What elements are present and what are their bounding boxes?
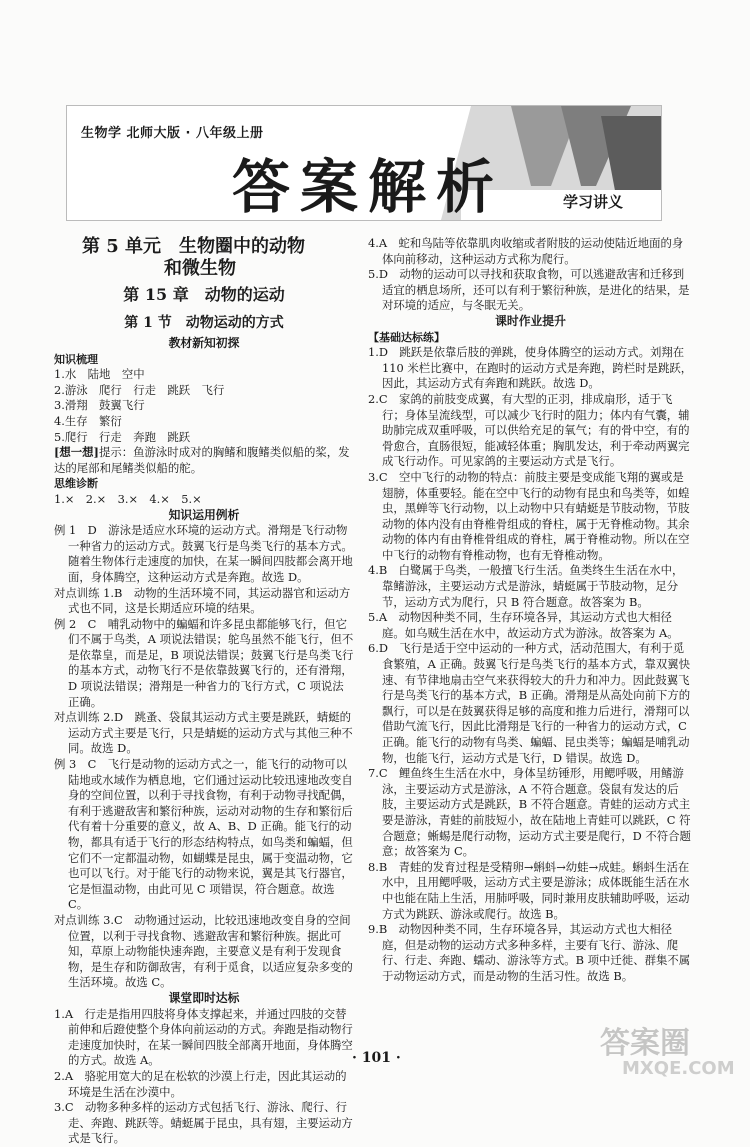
block-title-homework: 课时作业提升: [495, 313, 566, 328]
header-banner: [66, 105, 662, 221]
answer-paragraph: 7.C 鲤鱼终生生活在水中，身体呈纺锤形，用鳃呼吸，用鳍游泳，主要运动方式是游泳，A 不符合题意。袋鼠有发达的后肢，主要运动方式是跳跃，B 不符合题意。青蛙的运动方式主要是游泳，青蛙的前肢短小，故在陆地上青蛙可以跳跃，C 符合题意；蜥蜴是爬行动物，运动方式主要是爬行，D 不符合题意；故答案为 C。: [368, 766, 691, 859]
basic-practice-label: 【基础达标练】: [368, 330, 445, 344]
left-column: [54, 236, 354, 1147]
answer-paragraph: 对点训练 2.D 跳蚤、袋鼠其运动方式主要是跳跃，蜻蜓的运动方式主要是飞行，只是蜻蜓的运动方式与其他三种不同。故选 D。: [54, 710, 353, 756]
answer-paragraph: 例 3 C 飞行是动物的运动方式之一，能飞行的动物可以陆地或水域作为栖息地，它们通过运动比较迅速地改变自身的空间位置，以利于寻找食物，有利于动物寻找配偶，有利于逃避敌害和繁衍种族，运动对动物的生存和繁衍后代有着十分重要的意义，故 A、B、D 正确。能飞行的动物，都具有适于飞行的形态结构特点，如鸟类和蝙蝠，但它们不一定都温动物，如蝴蝶是昆虫，属于变温动物，它也可以飞行。对于能飞行的动物来说，翼是其飞行器官，它是恒温动物，由此可见 C 项错误，符合题意。故选 C。: [54, 757, 353, 912]
answer-paragraph: 3.C 动物多种多样的运动方式包括飞行、游泳、爬行、行走、奔跑、跳跃等。蜻蜓属于昆虫，具有翅，主要运动方式是飞行。: [54, 1100, 353, 1146]
answer-paragraph: 4.B 白鹭属于鸟类，一般擅飞行生活。鱼类终生生活在水中，靠鳍游泳，主要运动方式是游泳，蜻蜓属于节肢动物，足分节，运动方式为爬行，只 B 符合题意。故答案为 B。: [368, 563, 684, 609]
knowledge-item: 3.滑翔 鼓翼飞行: [54, 398, 145, 413]
answer-paragraph: 2.C 家鸽的前肢变成翼，有大型的正羽，排成扇形，适于飞行；身体呈流线型，可以减少飞行时的阻力；体内有气囊，辅助肺完成双重呼吸，可以供给充足的氧气；有的骨中空，有的骨愈合，直肠很短，能减轻体重；胸肌发达，利于牵动两翼完成飞行动作。可见家鸽的主要运动方式是飞行。: [368, 391, 690, 469]
knowledge-item: 1.水 陆地 空中: [54, 367, 145, 382]
answer-paragraph: 5.D 动物的运动可以寻找和获取食物，可以逃避敌害和迁移到适宜的栖息场所，还可以有利于繁衍种族，是进化的结果，是对环境的适应，与冬眠无关。: [368, 267, 690, 313]
chapter-heading: 第 15 章 动物的运动: [123, 285, 285, 304]
watermark-logo: [600, 1018, 735, 1080]
answer-paragraph: 1.A 行走是指用四肢将身体支撑起来，并通过四肢的交替前伸和后蹬使整个身体向前运动的方式。奔跑是指动物行走速度加快时，在某一瞬间四肢全部离开地面，身体腾空的方式。故选 A。: [54, 1006, 353, 1068]
section-heading: 第 1 节 动物运动的方式: [124, 315, 284, 331]
watermark-line2: MXQE.COM: [622, 1058, 735, 1079]
knowledge-item: 4.生存 繁衍: [54, 413, 122, 428]
think-text: 提示：鱼游泳时成对的胸鳍和腹鳍类似船的桨，发达的尾部和尾鳍类似船的舵。: [54, 445, 350, 475]
answer-paragraph: 2.A 骆驼用宽大的足在松软的沙漠上行走，因此其运动的环境是生活在沙漠中。: [54, 1068, 347, 1099]
right-column: [368, 236, 693, 985]
answer-paragraph: 例 2 C 哺乳动物中的蝙蝠和许多昆虫都能够飞行，但它们不属于鸟类，A 项说法错误；鸵鸟虽然不能飞行，但不是依靠皇，而是足，B 项说法错误；鼓翼飞行是鸟类飞行的基本方式，动物飞行不是依靠鼓翼飞行的，还有滑翔，D 项说法错误；滑翔是一种省力的飞行方式，C 项说法正确。: [54, 616, 354, 709]
unit-heading-line2: 和微生物: [164, 258, 236, 279]
answer-paragraph: 8.B 青蛙的发育过程是受精卵→蝌蚪→幼蛙→成蛙。蝌蚪生活在水中，且用鳃呼吸，运动方式主要是游泳；成体既能生活在水中也能在陆上生活，用肺呼吸，同时兼用皮肤辅助呼吸，运动方式为跳跃、游泳或爬行。故选 B。: [368, 859, 690, 921]
answer-paragraph: 1.D 跳跃是依靠后肢的弹跳，使身体腾空的运动方式。刘翔在 110 米栏比赛中，在跑时的运动方式是奔跑，跨栏时是跳跃，因此，其运动方式有奔跑和跳跃。故选 D。: [368, 345, 693, 391]
answer-paragraph: 6.D 飞行是适于空中运动的一种方式，活动范围大，有利于觅食繁殖，A 正确。鼓翼飞行是鸟类飞行的基本方式，靠双翼快速、有节律地扇击空气来获得较大的升力和冲力。因此鼓翼飞行是鸟类飞行的基本方式，B 正确。滑翔是从高处向前下方的飘行，可以是在鼓翼获得足够的高度和推力后进行，滑翔可以借助气流飞行，因此比滑翔是飞行的一种省力的运动方式，C 正确。能飞行的动物有鸟类、蝙蝠、昆虫类等；蝙蝠是哺乳动物，也能飞行，运动方式是飞行，D 错误。故选 D。: [368, 641, 691, 765]
diagnosis-label: 思维诊断: [54, 477, 98, 491]
answer-paragraph: 对点训练 3.C 动物通过运动，比较迅速地改变自身的空间位置，以利于寻找食物、逃避敌害和繁衍种族。据此可知，草原上动物能快速奔跑，主要意义是有利于发现食物，是生存和防御敌害，有利于觅食，以适应复杂多变的生活环境。故选 C。: [54, 912, 353, 990]
think-paragraph: [54, 445, 354, 476]
answer-paragraph: 对点训练 1.B 动物的生活环境不同，其运动器官和运动方式也不同，这是长期适应环境的结果。: [54, 585, 351, 616]
banner-tag: 学习讲义: [562, 193, 623, 211]
knowledge-label: 知识梳理: [54, 352, 98, 366]
answer-paragraph: 3.C 空中飞行的动物的特点：前肢主要是变成能飞翔的翼或是翅膀，体重要轻。能在空中飞行的动物有昆虫和鸟类等，如蝗虫，黑蝉等飞行动物，以上动物中只有蜻蜓是节肢动物，节肢动物的体内没有由脊椎骨组成的脊柱，属于无脊椎动物。其余动物的体内有由脊椎骨组成的脊柱，属于脊椎动物。所以在空中飞行的动物有脊椎动物，也有无脊椎动物。: [368, 469, 690, 562]
answer-paragraph: 4.A 蛇和鸟陆等依靠肌肉收缩或者附肢的运动使陆近地面的身体向前移动，这种运动方式称为爬行。: [368, 236, 684, 266]
answer-paragraph: 例 1 D 游泳是适应水环境的运动方式。滑翔是飞行动物一种省力的运动方式。鼓翼飞行是鸟类飞行的基本方式。随着生物体行走速度的加快，在某一瞬间四肢都会离开地面，身体腾空，这种运动方式是奔跑。故选 D。: [54, 523, 353, 584]
banner-subtitle: 生物学 北师大版 · 八年级上册: [81, 126, 264, 141]
block-title-new-knowledge: 教材新知初探: [168, 336, 240, 350]
knowledge-item: 2.游泳 爬行 行走 跳跃 飞行: [54, 382, 225, 397]
watermark-line1: 答案圈: [600, 1026, 690, 1061]
banner-title: 答案解析: [232, 153, 505, 221]
answer-paragraph: 9.B 动物因种类不同，生存环境各异，其运动方式也大相径庭，但是动物的运动方式多种多样，主要有飞行、游泳、爬行、行走、奔跑、蠕动、游泳等方式。B 项中迁徙、群集不属于动物运动方式，而是动物的生活习性。故选 B。: [368, 922, 691, 983]
answer-paragraph: 5.A 动物因种类不同，生存环境各异，其运动方式也大相径庭。如乌贼生活在水中，故运动方式为游泳。故答案为 A。: [368, 610, 679, 640]
block-title-application: 知识运用例析: [168, 507, 240, 522]
knowledge-item: 5.爬行 行走 奔跑 跳跃: [54, 429, 191, 444]
diagnosis-text: 1.× 2.× 3.× 4.× 5.×: [54, 491, 202, 506]
block-title-classroom: 课堂即时达标: [168, 990, 240, 1005]
unit-heading-line1: 第 5 单元 生物圈中的动物: [82, 236, 306, 257]
page-number: · 101 ·: [352, 1050, 401, 1066]
think-label: [想一想]: [54, 445, 99, 460]
